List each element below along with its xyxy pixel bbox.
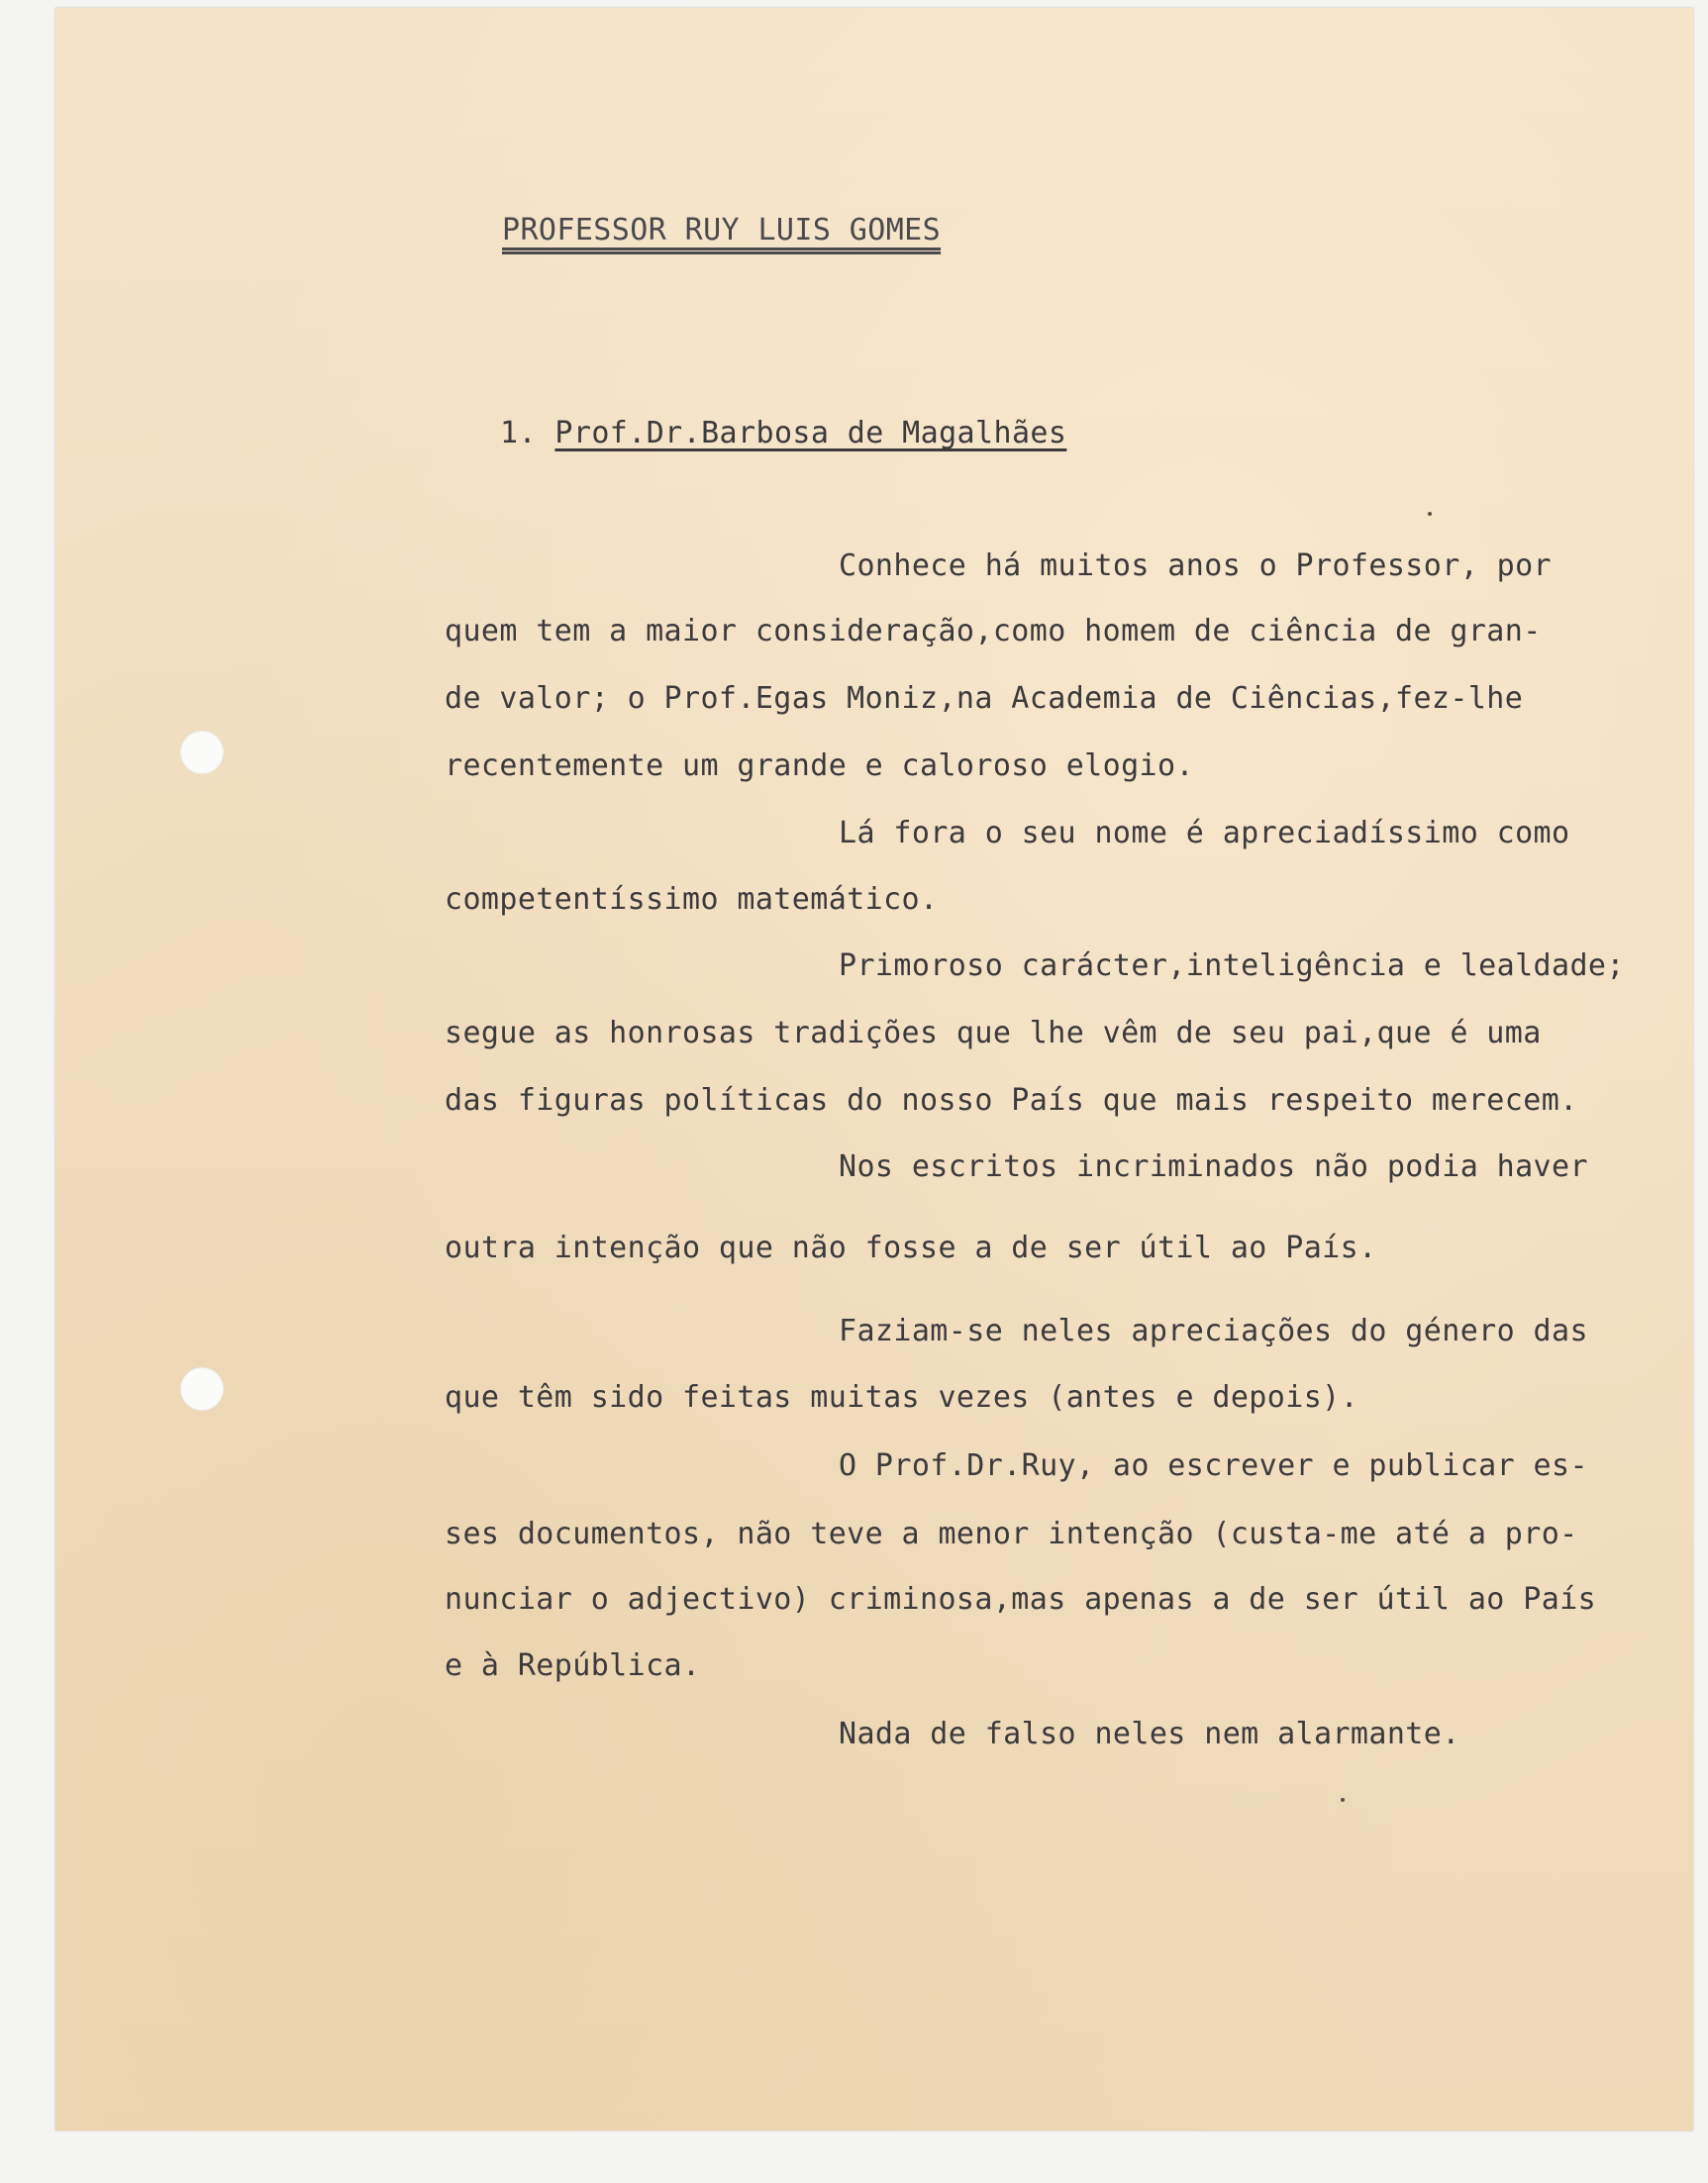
document-title: PROFESSOR RUY LUIS GOMES <box>502 213 942 248</box>
body-line: Faziam-se neles apreciações do género das <box>839 1314 1588 1348</box>
body-line: O Prof.Dr.Ruy, ao escrever e publicar es- <box>839 1448 1588 1483</box>
section-heading-label: Prof.Dr.Barbosa de Magalhães <box>554 416 1067 450</box>
body-line: Conhece há muitos anos o Professor, por <box>839 548 1552 583</box>
paper-speck <box>1428 512 1432 516</box>
body-line: Lá fora o seu nome é apreciadíssimo como <box>839 816 1570 850</box>
body-line: ses documentos, não teve a menor intenção (custa-me até a pro- <box>445 1517 1578 1551</box>
punch-hole-bottom <box>180 1367 224 1411</box>
body-line: quem tem a maior consideração,como homem de ciência de gran- <box>445 614 1542 648</box>
body-line: Nada de falso neles nem alarmante. <box>839 1717 1460 1751</box>
body-line: e à República. <box>445 1648 701 1683</box>
body-line: outra intenção que não fosse a de ser útil ao País. <box>445 1231 1377 1265</box>
body-line: recentemente um grande e caloroso elogio. <box>445 748 1194 783</box>
body-line: que têm sido feitas muitas vezes (antes e depois). <box>445 1380 1359 1415</box>
punch-hole-top <box>180 731 224 774</box>
body-line: das figuras políticas do nosso País que mais respeito merecem. <box>445 1083 1578 1118</box>
body-line: Nos escritos incriminados não podia haver <box>839 1149 1588 1184</box>
body-line: Primoroso carácter,inteligência e lealdade; <box>839 948 1625 983</box>
section-heading <box>500 416 1066 450</box>
section-number: 1. <box>500 416 537 450</box>
paper-speck <box>1341 1798 1345 1802</box>
body-line: nunciar o adjectivo) criminosa,mas apenas a de ser útil ao País <box>445 1582 1597 1617</box>
body-line: segue as honrosas tradições que lhe vêm de seu pai,que é uma <box>445 1016 1542 1050</box>
body-line: competentíssimo matemático. <box>445 882 939 917</box>
paper-sheet <box>55 8 1693 2131</box>
body-line: de valor; o Prof.Egas Moniz,na Academia de Ciências,fez-lhe <box>445 681 1524 716</box>
